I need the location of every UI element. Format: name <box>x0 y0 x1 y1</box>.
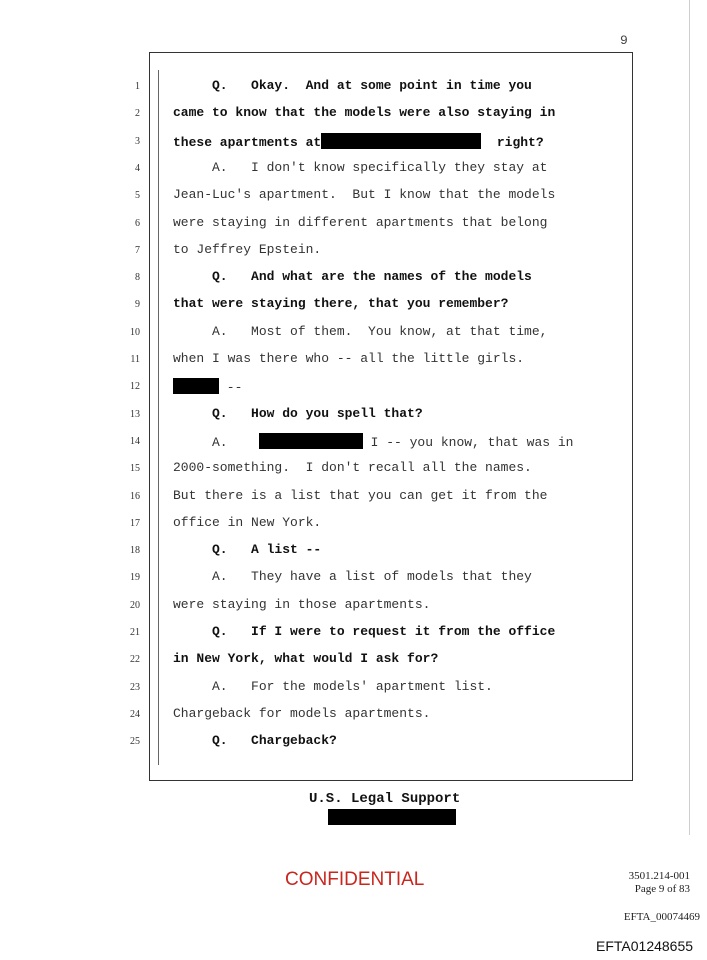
efta-id-large: EFTA01248655 <box>596 938 694 954</box>
line-text <box>173 433 573 450</box>
line-text-segment: were staying in different apartments that belong <box>173 214 548 230</box>
line-text-segment: Jean-Luc's apartment. But I know that the models <box>173 187 556 203</box>
line-text-segment: office in New York. <box>173 514 322 530</box>
line-text <box>173 733 337 748</box>
line-text-segment: Chargeback for models apartments. <box>173 705 431 721</box>
line-number: 12 <box>130 381 140 393</box>
transcript-line <box>0 704 707 731</box>
line-text <box>173 624 555 639</box>
line-text <box>173 296 508 311</box>
line-number: 4 <box>135 162 140 174</box>
transcript-line <box>0 131 707 158</box>
line-text-segment: Q. And what are the names of the models <box>173 269 532 285</box>
line-text <box>173 160 547 175</box>
transcript-line <box>0 322 707 349</box>
line-text <box>173 242 321 257</box>
line-text-segment: I -- you know, that was in <box>362 434 574 450</box>
line-number: 14 <box>130 435 140 447</box>
line-number: 10 <box>130 326 140 338</box>
line-text-segment: A. I don't know specifically they stay at <box>173 159 548 175</box>
transcript-line <box>0 731 707 758</box>
line-text <box>173 378 242 395</box>
line-text-segment: were staying in those apartments. <box>173 596 431 612</box>
transcript-line <box>0 213 707 240</box>
transcript-line <box>0 677 707 704</box>
line-number: 6 <box>135 217 140 229</box>
line-number: 3 <box>135 135 140 147</box>
transcript-line <box>0 103 707 130</box>
court-reporter-name: U.S. Legal Support <box>309 791 461 807</box>
line-number: 23 <box>130 681 140 693</box>
line-text-segment: A. They have a list of models that they <box>173 569 532 585</box>
line-number: 2 <box>135 108 140 120</box>
line-text-segment: A. Most of them. You know, at that time, <box>173 323 548 339</box>
line-text-segment: Q. Chargeback? <box>173 733 337 749</box>
line-text-segment: Q. If I were to request it from the office <box>173 624 556 639</box>
line-text <box>173 187 555 202</box>
transcript-line <box>0 622 707 649</box>
line-number: 17 <box>130 517 140 529</box>
transcript-line <box>0 267 707 294</box>
line-text <box>173 105 555 120</box>
line-text <box>173 215 547 230</box>
line-number: 16 <box>130 490 140 502</box>
line-text <box>173 569 532 584</box>
line-number: 24 <box>130 708 140 720</box>
line-text-segment: right? <box>481 134 544 150</box>
transcript-line <box>0 294 707 321</box>
line-text <box>173 269 532 284</box>
line-number: 1 <box>135 81 140 92</box>
page-of-total: Page 9 of 83 <box>634 883 690 895</box>
line-text-segment: A. For the models' apartment list. <box>173 678 493 694</box>
line-number: 7 <box>135 244 140 256</box>
transcript-line <box>0 567 707 594</box>
line-text-segment: 2000-something. I don't recall all the names. <box>173 460 532 476</box>
transcript-line <box>0 240 707 267</box>
line-number: 13 <box>130 408 140 420</box>
transcript-line <box>0 185 707 212</box>
line-text-segment: -- <box>219 380 243 396</box>
line-text <box>173 324 547 339</box>
line-text <box>173 679 493 694</box>
line-text <box>173 515 321 530</box>
line-number: 9 <box>135 299 140 311</box>
line-text <box>173 133 544 150</box>
line-text <box>173 460 532 475</box>
transcript-line <box>0 431 707 458</box>
redaction-bar <box>328 809 456 825</box>
redaction-bar <box>173 378 219 394</box>
efta-id-small: EFTA_00074469 <box>623 911 700 923</box>
line-number: 8 <box>135 272 140 284</box>
line-text-segment: in New York, what would I ask for? <box>173 651 439 667</box>
transcript-line <box>0 458 707 485</box>
line-text-segment: A. <box>173 434 259 450</box>
line-text <box>173 406 423 421</box>
transcript-line <box>0 404 707 431</box>
line-text <box>173 706 430 721</box>
line-text <box>173 78 532 93</box>
line-text-segment: when I was there who -- all the little girls. <box>173 351 525 366</box>
transcript-line <box>0 158 707 185</box>
line-text-segment: these apartments at <box>173 134 322 150</box>
line-text-segment: But there is a list that you can get it from the <box>173 487 548 503</box>
line-number: 20 <box>130 599 140 611</box>
transcript-line <box>0 513 707 540</box>
transcript-line <box>0 349 707 376</box>
document-id: 3501.214-001 <box>628 870 690 882</box>
line-text-segment: Q. How do you spell that? <box>173 405 423 421</box>
line-text <box>173 651 438 666</box>
line-text-segment: to Jeffrey Epstein. <box>173 241 322 257</box>
page-number: 9 <box>620 33 628 48</box>
transcript-line <box>0 595 707 622</box>
transcript-line <box>0 540 707 567</box>
line-number: 25 <box>130 736 140 748</box>
transcript-line <box>0 376 707 403</box>
line-number: 19 <box>130 572 140 584</box>
confidential-stamp: CONFIDENTIAL <box>285 869 425 890</box>
line-text <box>173 597 430 612</box>
line-text <box>173 351 524 366</box>
transcript-line <box>0 649 707 676</box>
line-text-segment: came to know that the models were also staying in <box>173 105 556 121</box>
redaction-bar <box>321 133 481 149</box>
line-text-segment: Q. Okay. And at some point in time you <box>173 78 532 93</box>
line-text <box>173 542 321 557</box>
line-text-segment: that were staying there, that you remember? <box>173 296 509 312</box>
redaction-bar <box>259 433 363 449</box>
line-text-segment: Q. A list -- <box>173 542 322 558</box>
line-number: 5 <box>135 190 140 202</box>
line-number: 18 <box>130 545 140 557</box>
line-number: 11 <box>130 354 140 365</box>
line-number: 22 <box>130 654 140 666</box>
document-code <box>629 870 690 896</box>
line-number: 15 <box>130 463 140 475</box>
line-text <box>173 488 547 503</box>
line-number: 21 <box>130 627 140 638</box>
transcript-line <box>0 486 707 513</box>
transcript-line <box>0 76 707 103</box>
